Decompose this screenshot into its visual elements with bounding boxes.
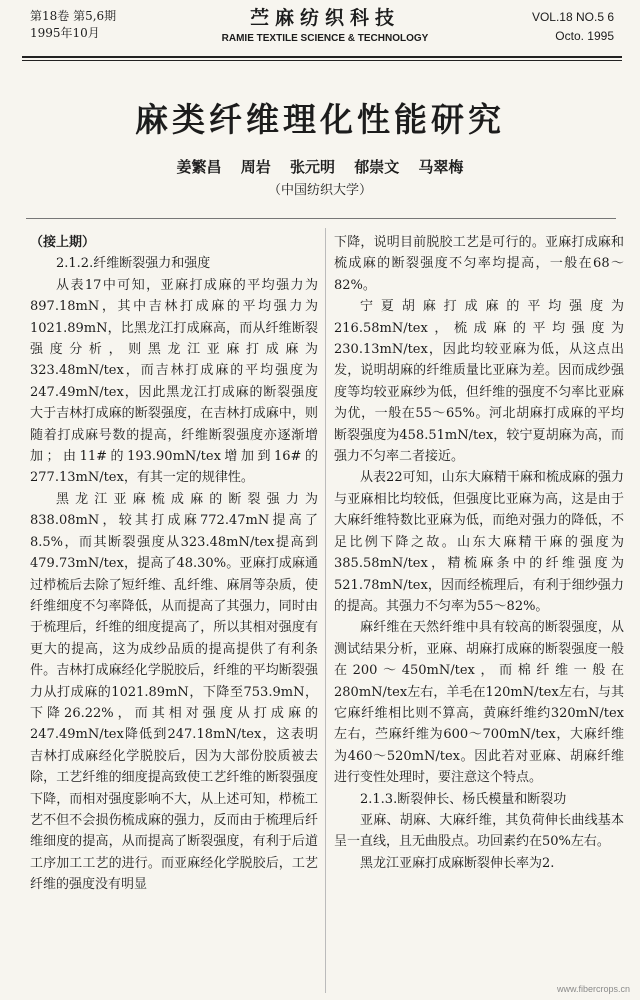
header-rule-thick (22, 56, 622, 58)
authors: 姜繁昌 周岩 张元明 郁崇文 马翠梅 (176, 158, 464, 176)
title-separator (26, 218, 616, 219)
body-paragraph: 下降，说明目前脱胶工艺是可行的。亚麻打成麻和梳成麻的断裂强度不匀率均提高，一般在68～82%。 (334, 235, 624, 293)
volume-en: VOL.18 NO.5 6 (531, 10, 614, 24)
body-paragraph: 麻纤维在天然纤维中具有较高的断裂强度，从测试结果分析，亚麻、胡麻打成麻的断裂强度一般在200～450mN/tex，而棉纤维一般在280mN/tex左右，羊毛在120mN/tex左右，与其它麻纤维相比则不算高，黄麻纤维约320mN/tex左右，苎麻纤维为600～700mN/tex，大麻纤维为460～520mN/tex。因此若对亚麻、胡麻纤维进行变性处理时，要注意这个特点。 (334, 620, 624, 786)
journal-name-cn: 苎麻纺织科技 (249, 7, 400, 29)
body-paragraph: 黑龙江亚麻打成麻断裂伸长率为2. (360, 855, 555, 871)
date-cn: 1995年10月 (30, 26, 100, 40)
affiliation: （中国纺织大学） (267, 183, 372, 198)
right-column (334, 232, 624, 874)
journal-name-en: RAMIE TEXTILE SCIENCE & TECHNOLOGY (221, 33, 429, 44)
body-paragraph: 黑龙江亚麻梳成麻的断裂强力为838.08mN，较其打成麻772.47mN提高了8.5%，而其断裂强度从323.48mN/tex提高到479.73mN/tex，提高了48.30%。亚麻打成麻通过栉梳后去除了短纤维、乱纤维、麻屑等杂质，使纤维细度不匀率降低，从而提高了其强力，同时由于梳理后，纤维的细度提高了，所以其相对强度有更大的提高，这为成纱品质的提高提供了有利条件。吉林打成麻经化学脱胶后，纤维的平均断裂强力从打成麻的1021.89mN，下降至753.9mN，下降26.22%，而其相对强度从打成麻的247.49mN/tex降低到247.18mN/tex，这表明吉林打成麻经化学脱胶后，因为大部份胶质被去除，工艺纤维的细度提高致使工艺纤维的断裂强度下降，而相对强度影响不大，从上述可知，栉梳工艺不但不会损伤梳成麻的强力，反而由于梳理后纤维细度的提高，从而提高了断裂强度，有利于后道工序加工工艺的进行。而亚麻经化学脱胶后，工艺纤维的强度没有明显 (30, 491, 318, 893)
section-heading-2-1-2: 2.1.2.纤维断裂强力和强度 (56, 256, 211, 272)
left-column (30, 232, 318, 896)
continued-note: （接上期） (30, 235, 96, 250)
body-paragraph: 亚麻、胡麻、大麻纤维，其负荷伸长曲线基本呈一直线，且无曲股点。功回素约在50%左右。 (334, 812, 624, 850)
journal-name (190, 6, 460, 46)
body-paragraph: 从表17中可知，亚麻打成麻的平均强力为897.18mN，其中吉林打成麻的平均强力为1021.89mN，比黑龙江打成麻高，而从纤维断裂强度分析，则黑龙江亚麻打成麻为323.48mN/tex，而吉林打成麻的平均强度为247.49mN/tex，因此黑龙江打成麻的断裂强度大于吉林打成麻的断裂强度，在吉林打成麻中，则随着打成麻号数的提高，纤维断裂强度亦逐渐增加；由11#的193.90mN/tex增加到16#的277.13mN/tex，有其一定的规律性。 (30, 277, 318, 486)
issue-info-cn (30, 8, 116, 42)
article-title: 麻类纤维理化性能研究 (135, 100, 505, 139)
section-heading-2-1-3: 2.1.3.断裂伸长、杨氏模量和断裂功 (360, 791, 567, 807)
header-rule-thin (22, 60, 622, 61)
body-paragraph: 宁夏胡麻打成麻的平均强度为216.58mN/tex，梳成麻的平均强度为230.13mN/tex，因此均较亚麻为低，从这点出发，说明胡麻的纤维质量比亚麻为差。因而成纱强度等均较亚麻纱为低，但纤维的强度不匀率比亚麻为优，一般在55～65%。河北胡麻打成麻的平均断裂强度为458.51mN/tex，较宁夏胡麻为高，而强力不匀率二者接近。 (334, 299, 624, 465)
body-paragraph: 从表22可知，山东大麻精干麻和梳成麻的强力与亚麻相比均较低，但强度比亚麻为高，这是由于大麻纤维特数比亚麻为低，而绝对强力的降低，不足比例下降之故。山东大麻精干麻的强度为385.58mN/tex，精梳麻条中的纤维强度为521.78mN/tex，因而经梳理后，有利于细纱强力的提高。其强力不匀率为55～82%。 (334, 470, 624, 614)
site-watermark: www.fibercrops.cn (556, 984, 630, 994)
journal-header (0, 0, 640, 58)
issue-info-en (532, 8, 614, 46)
volume-cn: 第18卷 第5,6期 (30, 9, 117, 23)
date-en: Octo. 1995 (555, 29, 614, 43)
column-divider (325, 228, 326, 993)
